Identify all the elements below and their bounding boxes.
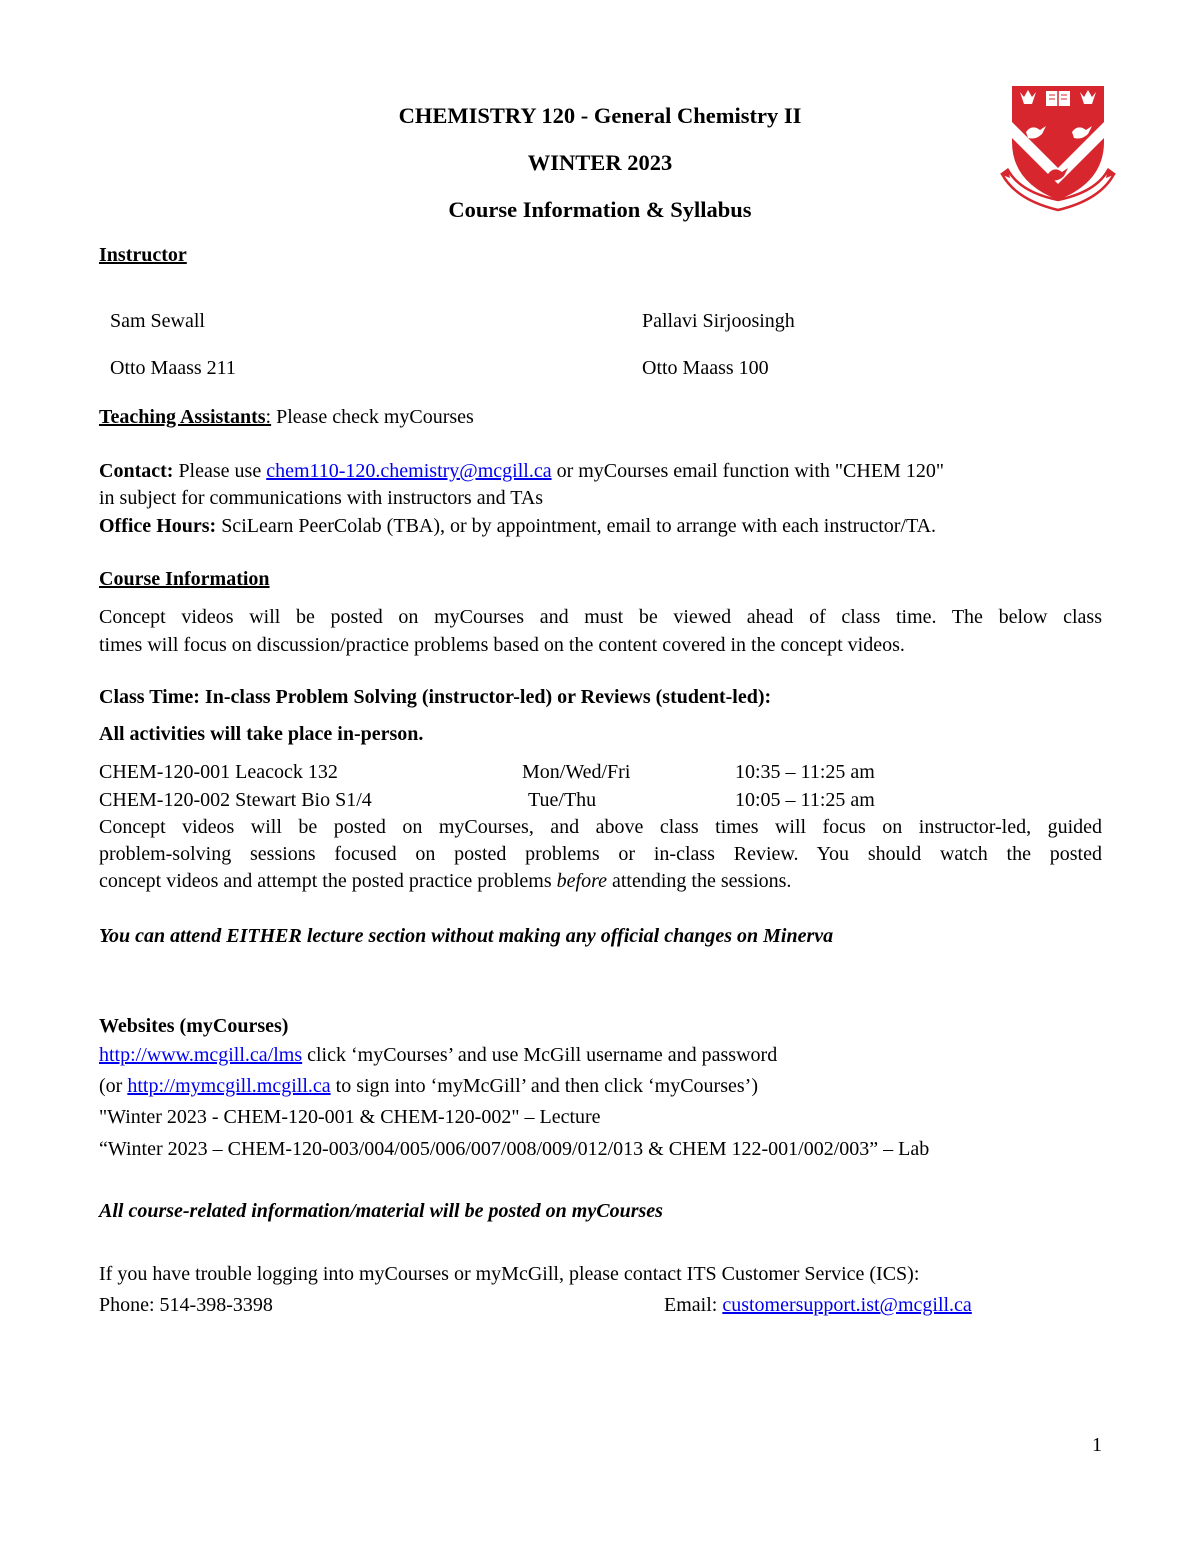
term-title: WINTER 2023: [527, 150, 673, 175]
section-2-time: 10:05 – 11:25 am: [735, 789, 875, 811]
instructor-1-name: Sam Sewall: [110, 310, 205, 332]
class-para-line-3-pre: concept videos and attempt the posted practice problems: [99, 870, 557, 892]
support-phone: Phone: 514-398-3398: [99, 1294, 273, 1316]
support-email-label: Email:: [664, 1294, 723, 1316]
course-info-line-1: Concept videos will be posted on myCourses and must be viewed ahead of class time. The below class: [99, 606, 1102, 628]
section-2-name: CHEM-120-002 Stewart Bio S1/4: [99, 789, 372, 811]
websites-line-1: [99, 1043, 777, 1067]
tas-label: Teaching Assistants: [99, 406, 266, 428]
class-para-line-1: Concept videos will be posted on myCourses, and above class times will focus on instructor-led, guided: [99, 816, 1102, 838]
class-para-line-2: problem-solving sessions focused on posted problems or in-class Review. You should watch the posted: [99, 843, 1102, 865]
instructor-1-office: Otto Maass 211: [110, 357, 236, 379]
section-1-name: CHEM-120-001 Leacock 132: [99, 761, 338, 783]
class-para-line-3: [99, 869, 791, 893]
websites-line-2-post: to sign into ‘myMcGill’ and then click ‘myCourses’): [330, 1075, 758, 1097]
subtitle: Course Information & Syllabus: [448, 197, 752, 222]
contact-line-2: in subject for communications with instructors and TAs: [99, 487, 544, 509]
course-info-heading: Course Information: [99, 568, 270, 590]
class-para-line-3-em: before: [556, 870, 607, 892]
websites-line-1-post: click ‘myCourses’ and use McGill username and password: [302, 1044, 778, 1066]
support-line: If you have trouble logging into myCourses or myMcGill, please contact ITS Customer Service (ICS):: [99, 1263, 920, 1285]
support-email-line: [664, 1293, 972, 1317]
websites-line-4: “Winter 2023 – CHEM-120-003/004/005/006/007/008/009/012/013 & CHEM 122-001/002/003” – Lab: [99, 1138, 930, 1160]
support-email-link[interactable]: customersupport.ist@mcgill.ca: [722, 1294, 972, 1316]
office-hours-label: Office Hours:: [99, 515, 217, 537]
all-posted-note: All course-related information/material will be posted on myCourses: [99, 1200, 663, 1222]
class-time-heading: Class Time: In-class Problem Solving (instructor-led) or Reviews (student-led):: [99, 686, 772, 708]
lms-link[interactable]: http://www.mcgill.ca/lms: [99, 1044, 303, 1066]
section-2-days: Tue/Thu: [528, 789, 597, 811]
office-hours-text: SciLearn PeerColab (TBA), or by appointment, email to arrange with each instructor/TA.: [216, 515, 937, 537]
websites-line-2-pre: (or: [99, 1075, 128, 1097]
websites-heading: Websites (myCourses): [99, 1015, 289, 1037]
section-1-days: Mon/Wed/Fri: [522, 761, 631, 783]
websites-line-2: [99, 1074, 758, 1098]
instructor-2-name: Pallavi Sirjoosingh: [642, 310, 795, 332]
contact-pre: Please use: [173, 460, 267, 482]
page-number: 1: [1092, 1434, 1102, 1456]
either-section-note: You can attend EITHER lecture section without making any official changes on Minerva: [99, 925, 834, 947]
contact-label: Contact:: [99, 460, 174, 482]
class-time-subheading: All activities will take place in-person.: [99, 723, 424, 745]
tas-colon: :: [265, 406, 272, 428]
mymcgill-link[interactable]: http://mymcgill.mcgill.ca: [127, 1075, 331, 1097]
contact-post: or myCourses email function with "CHEM 120": [551, 460, 944, 482]
class-para-line-3-post: attending the sessions.: [607, 870, 792, 892]
document-title: CHEMISTRY 120 - General Chemistry II: [398, 103, 802, 128]
websites-line-3: "Winter 2023 - CHEM-120-001 & CHEM-120-002" – Lecture: [99, 1106, 601, 1128]
contact-email-link[interactable]: chem110-120.chemistry@mcgill.ca: [266, 460, 552, 482]
section-1-time: 10:35 – 11:25 am: [735, 761, 875, 783]
instructor-2-office: Otto Maass 100: [642, 357, 769, 379]
course-info-line-2: times will focus on discussion/practice problems based on the content covered in the concept videos.: [99, 634, 905, 656]
office-hours-line: [99, 514, 936, 538]
contact-line: [99, 459, 944, 483]
tas-line: [99, 405, 474, 429]
tas-text: Please check myCourses: [271, 406, 474, 428]
instructor-heading: Instructor: [99, 244, 187, 266]
